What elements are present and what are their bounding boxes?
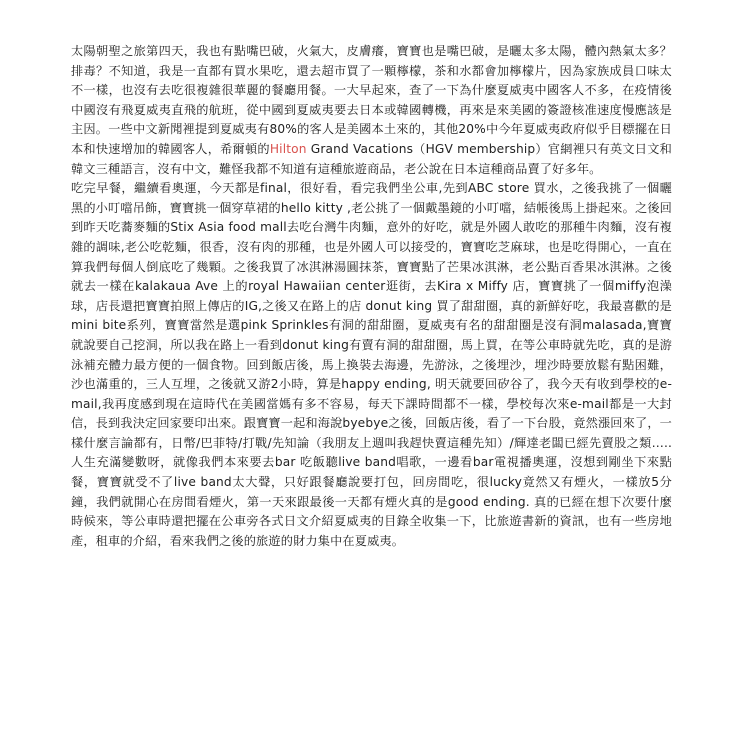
paragraph-1-rest: Grand Vacations（HGV membership）官網裡只有英文日文和韓文三種語言，沒有中文，難怪我都不知道有這種旅遊商品，老公說在日本這種商品賣了好多年。: [71, 141, 672, 176]
hilton-link[interactable]: Hilton: [269, 141, 307, 156]
paragraph-1-intro: 太陽朝聖之旅第四天，我也有點嘴巴破，火氣大，皮膚癢，寶寶也是嘴巴破，是曬太多太陽，體內熱氣太多？排毒？不知道，我是一直都有買水果吃，還去超市買了一顆檸檬，茶和水都會加檸檬片，因為家族成員口味太不一樣，也沒有去吃很複雜很華麗的餐廳用餐。一大早起來，查了一下為什麼夏威夷中國客人不多，在疫情後中國沒有飛夏威夷直飛的航班，從中國到夏威夷要去日本或韓國轉機，再來是來美國的簽證核准速度慢應該是主因。一些中文新聞裡提到夏威夷有80%的客人是美國本土來的，其他20%中今年夏威夷政府似乎目標擺在日本和快速增加的韓國客人，希爾頓的: [71, 44, 672, 156]
paragraph-2: 吃完早餐，繼續看奧運，今天都是final，很好看，看完我們坐公車,先到ABC store 買水，之後我挑了一個曬黑的小叮噹吊飾，寶寶挑一個穿草裙的hello kitty ,老公挑了一個戴墨鏡的小叮噹，結帳後馬上掛起來。之後回到昨天吃蕎麥麵的Stix Asia food mall去吃台灣牛肉麵，意外的好吃，就是外國人敢吃的那種牛肉麵，沒有複雜的調味,老公吃乾麵，很香，沒有肉的那種，也是外國人可以接受的，寶寶吃芝麻球，也是吃得開心，一直在算我們每個人倒底吃了幾顆。之後我買了冰淇淋湯圓抹茶，寶寶點了芒果冰淇淋，老公點百香果冰淇淋。之後就去一樣在kalakaua Ave 上的royal Hawaiian center逛街，去Kira x Miffy 店，寶寶挑了一個miffy泡澡球，店長還把寶寶拍照上傳店的IG,之後又在路上的店 donut king 買了甜甜圈，真的新鮮好吃，我最喜歡的是mini bite系列，寶寶當然是選pink Sprinkles有洞的甜甜圈，夏威夷有名的甜甜圈是沒有洞malasada,寶寶就說要自己挖洞，所以我在路上一看到donut king有賣有洞的甜甜圈，馬上買，在等公車時就先吃，真的是游泳補充體力最方便的一個食物。回到飯店後，馬上換裝去海邊，先游泳，之後埋沙，埋沙時要放鬆有點困難，沙也滿重的，三人互埋，之後就又游2小時，算是happy ending, 明天就要回矽谷了，我今天有收到學校的e-mail,我再度感到現在這時代在美國當媽有多不容易，每天下課時間都不一樣，學校每次來e-mail都是一大封信，長到我決定回家要印出來。跟寶寶一起和海說byebye之後，回飯店後，看了一下台股，竟然漲回來了，一樣什麼言論都有，日幣/巴菲特/打戰/先知論（我朋友上週叫我趕快賣這種先知）/輝達老闆已經先賣股之類…..人生充滿變數呀，就像我們本來要去bar 吃飯聽live band唱歌，一邊看bar電視播奧運，沒想到剛坐下來點餐，寶寶就受不了live band太大聲，只好跟餐廳說要打包，回房間吃，很lucky竟然又有煙火，一樣放5分鐘，我們就開心在房間看煙火，第一天來跟最後一天都有煙火真的是good ending. 真的已經在想下次要什麼時候來，等公車時還把擺在公車旁各式日文介紹夏威夷的目錄全收集一下，比旅遊書新的資訊，也有一些房地產，租車的介紹，看來我們之後的旅遊的財力集中在夏威夷。: [71, 181, 672, 548]
paragraph-1: [71, 42, 672, 179]
